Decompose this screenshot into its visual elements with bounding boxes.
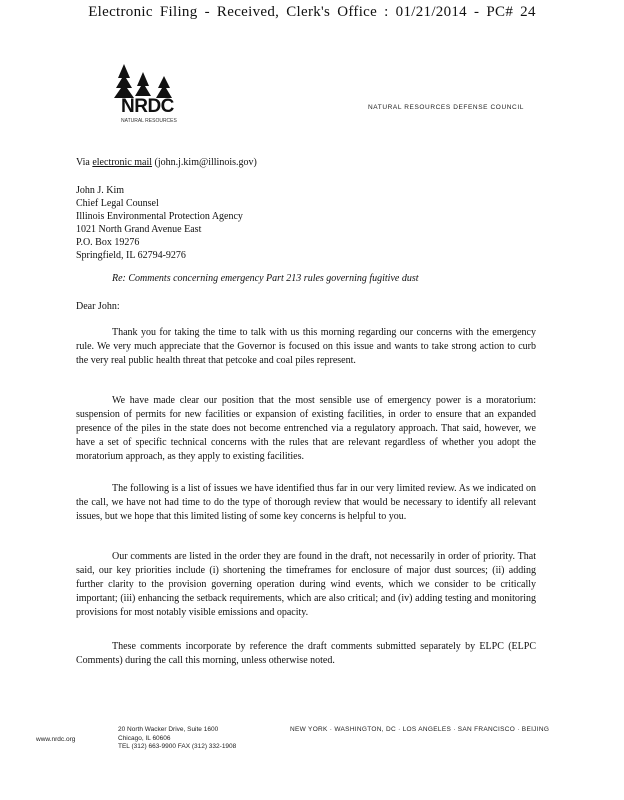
address-line: 1021 North Grand Avenue East [76,224,202,235]
body-paragraph: Thank you for taking the time to talk with us this morning regarding our concerns with the emergency rule. We very much appreciate that the Governor is focused on this issue and wants to take strong action to curb the very real public health threat that petcoke and coal piles represent. [76,327,536,366]
address-line: Chief Legal Counsel [76,198,159,209]
delivery-method: Via electronic mail (john.j.kim@illinois.gov) [76,157,257,168]
footer-address-line: Chicago, IL 60606 [118,734,171,742]
address-line: P.O. Box 19276 [76,237,140,248]
body-paragraph: Our comments are listed in the order they are found in the draft, not necessarily in order of priority. That said, our key priorities include (i) shortening the timeframes for enclosure of major dust sources; (ii) adding further clarity to the provision governing operation during wind events, which we consider to be critically important; (iii) enhancing the setback requirements, which are also critical; and (iv) adding testing and monitoring provisions for most notably visible emissions and opacity. [76,551,536,618]
address-line: Springfield, IL 62794-9276 [76,250,186,261]
footer-website: www.nrdc.org [36,736,76,743]
footer-office-cities: NEW YORK · WASHINGTON, DC · LOS ANGELES · SAN FRANCISCO · BEIJING [290,726,550,733]
address-line: Illinois Environmental Protection Agency [76,211,243,222]
delivery-method-link: electronic mail [92,157,153,168]
body-paragraph: These comments incorporate by reference the draft comments submitted separately by ELPC (ELPC Comments) during the call this morning, unless otherwise noted. [76,641,536,666]
organization-name: NATURAL RESOURCES DEFENSE COUNCIL [368,104,524,111]
salutation: Dear John: [76,301,120,312]
filing-stamp: Electronic Filing - Received, Clerk's Office : 01/21/2014 - PC# 24 [88,4,536,20]
body-paragraph: The following is a list of issues we have identified thus far in our very limited review. As we indicated on the call, we have not had time to do the type of thorough review that would be necessary to identify all relevant issues, but we hope that this limited listing of some key concerns is helpful to you. [76,483,536,522]
footer-address-line: TEL (312) 663-9900 FAX (312) 332-1908 [118,743,237,750]
nrdc-logo-subtext: NATURAL RESOURCES [121,118,177,124]
nrdc-logo-text: NRDC [121,96,174,117]
footer-address-line: 20 North Wacker Drive, Suite 1600 [118,726,219,733]
address-line: John J. Kim [76,185,125,196]
recipient-address [76,184,536,262]
subject-line: Re: Comments concerning emergency Part 213 rules governing fugitive dust [112,273,419,284]
body-paragraph: We have made clear our position that the most sensible use of emergency power is a moratorium: suspension of permits for new facilities or expansion of existing facilities, in order to ensure that an expanded presence of the piles in the state does not become entrenched via a regulatory approach. That said, however, we have a set of specific technical concerns with the rules that are relevant regardless of whether you adopt the moratorium approach, as they apply to existing facilities. [76,395,536,462]
footer-address [118,726,236,752]
